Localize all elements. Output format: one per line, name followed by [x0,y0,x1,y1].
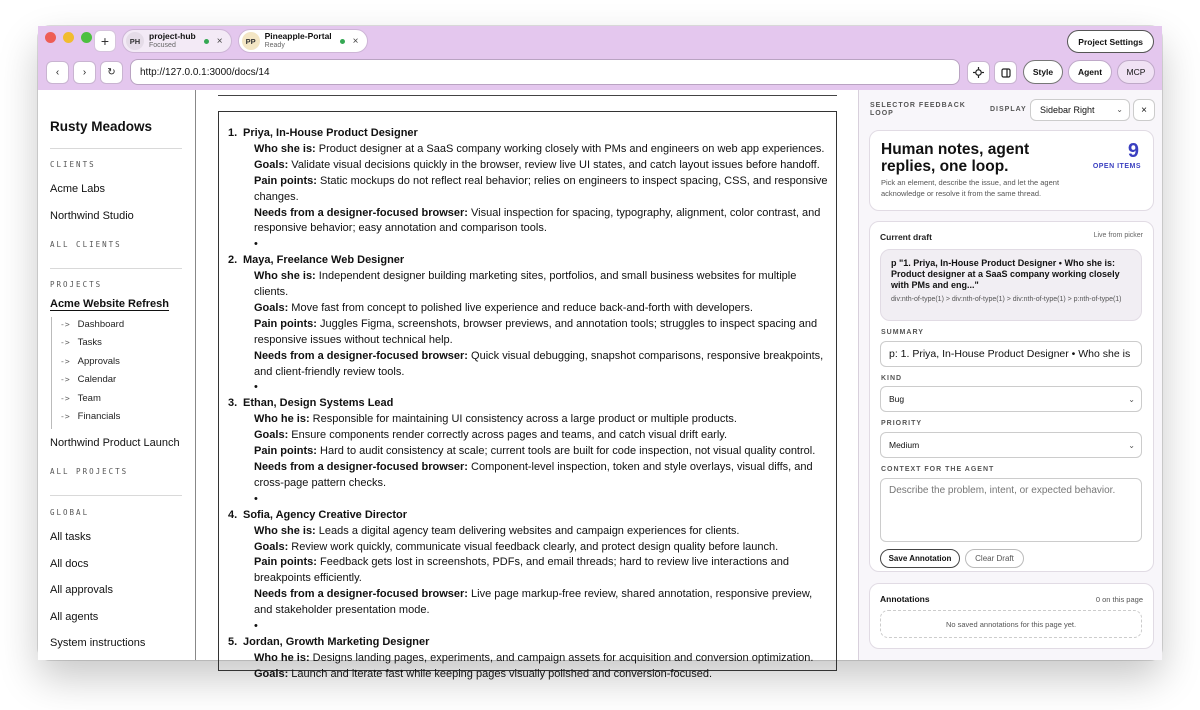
minimize-window-button[interactable] [63,32,74,43]
selection-path: div:nth-of-type(1) > div:nth-of-type(1) > div:nth-of-type(1) > p:nth-of-type(1) [891,296,1122,303]
sidebar-subitem-tasks[interactable] [60,337,102,348]
sidebar [38,90,196,660]
arrow-icon: -> [60,320,70,329]
hero-card [869,130,1154,211]
sidebar-subitem-label: Team [77,393,101,404]
sidebar-toggle-icon[interactable] [994,61,1017,84]
persona-line-label: Needs from a designer-focused browser: [254,461,468,473]
empty-bullet: • [254,620,258,633]
persona-line [228,524,828,540]
close-tab-icon[interactable]: × [352,35,359,47]
persona-line [228,460,828,492]
persona-line [228,269,828,301]
persona-number: 3. [228,397,238,410]
sidebar-item-all-docs[interactable]: All docs [50,558,89,570]
persona-heading [228,396,828,412]
persona-line [228,206,828,238]
persona-list [228,126,828,683]
sidebar-item-all-approvals[interactable]: All approvals [50,584,113,596]
sidebar-subitem-label: Financials [77,411,121,422]
document-area [196,90,858,680]
persona-line-text: Responsible for maintaining UI consistency across a large product or multiple products. [312,413,737,426]
persona-line-label: Goals: [254,301,289,314]
persona-line [228,301,828,317]
persona-line [228,428,828,444]
tree-line [51,317,52,429]
persona-line-label: Who she is: [254,524,316,537]
priority-label: PRIORITY [881,420,923,427]
persona-line [228,667,828,683]
close-window-button[interactable] [45,32,56,43]
sidebar-subitem-label: Dashboard [77,319,125,330]
close-tab-icon[interactable]: × [216,35,223,47]
sidebar-item-system-instructions[interactable]: System instructions [50,637,146,649]
zoom-window-button[interactable] [81,32,92,43]
summary-label: SUMMARY [881,329,924,336]
persona-title: Ethan, Design Systems Lead [243,397,394,410]
global-heading: GLOBAL [50,508,90,517]
persona-line [228,540,828,556]
new-tab-button[interactable]: + [94,30,116,52]
persona-line [228,651,828,667]
agent-button[interactable]: Agent [1068,60,1112,84]
persona-line-label: Pain points: [254,556,317,569]
arrow-icon: -> [60,375,70,384]
clear-draft-button[interactable]: Clear Draft [965,549,1024,568]
persona-line-label: Needs from a designer-focused browser: [254,206,468,219]
open-items-count: 9 [1127,140,1139,162]
arrow-icon: -> [60,412,70,421]
draft-card [869,221,1154,572]
all-projects-link[interactable]: ALL PROJECTS [50,467,129,476]
tab-avatar: PP [242,32,260,50]
persona-line-text: Quick visual debugging, snapshot comparisons, responsive breakpoints, and client-friendly review tools. [254,349,824,378]
persona-line [228,412,828,428]
open-items-label: OPEN ITEMS [1092,163,1141,170]
persona-line [228,587,828,619]
sidebar-item-all-agents[interactable]: All agents [50,611,99,623]
document-box [218,111,837,680]
tab-title: Pineapple-Portal [264,31,332,41]
empty-bullet: • [254,492,258,505]
persona-line-text: Product designer at a SaaS company working closely with PMs and engineers on web app experiences. [318,142,825,155]
selection-head: p "1. Priya, In-House Product Designer • Who she is: Product designer at a SaaS company working closely with PMs and eng..." [891,258,1120,290]
display-label: DISPLAY [990,106,1027,113]
persona-line [228,158,828,174]
draft-title: Current draft [880,232,932,242]
projects-heading: PROJECTS [50,280,103,289]
traffic-lights [45,32,92,43]
context-textarea[interactable]: Describe the problem, intent, or expected behavior. [880,478,1142,542]
kind-label: KIND [881,375,903,382]
picker-icon[interactable] [967,61,990,84]
display-value: Sidebar Right [1040,105,1095,115]
url-bar[interactable]: http://127.0.0.1:3000/docs/14 [130,59,960,85]
sidebar-subitem-financials[interactable] [60,411,120,422]
mcp-button[interactable]: MCP [1117,60,1155,84]
sidebar-item-northwind-product-launch[interactable]: Northwind Product Launch [50,437,180,449]
divider [50,495,182,496]
persona-line-text: Launch and iterate fast while keeping pages visually polished and conversion-focused. [291,667,713,680]
persona-heading [228,635,828,651]
priority-select[interactable] [880,432,1142,458]
annotations-empty-state: No saved annotations for this page yet. [880,610,1142,638]
annotations-title: Annotations [880,594,930,604]
persona-line [228,444,828,460]
sidebar-subitem-label: Tasks [77,337,102,348]
summary-input[interactable]: p: 1. Priya, In-House Product Designer • Who she is [880,341,1142,367]
tab-pineapple-portal[interactable] [238,29,368,53]
persona-title: Priya, In-House Product Designer [243,127,418,139]
persona-number: 1. [228,127,238,139]
status-dot-icon [340,39,345,44]
kind-value: Bug [889,394,905,404]
tab-status: Ready [264,42,285,49]
persona-title: Maya, Freelance Web Designer [243,254,405,267]
annotations-card [869,583,1154,649]
style-button[interactable]: Style [1023,60,1063,84]
persona-line-text: Juggles Figma, screenshots, browser previews, and annotation tools; struggles to inspect spacing and responsive issues without technical help. [254,317,818,346]
title-bar [38,26,1162,90]
context-label: CONTEXT FOR THE AGENT [881,466,995,473]
draft-live-label: Live from picker [1093,232,1143,239]
selection-preview [880,249,1142,321]
persona-line-label: Goals: [254,667,289,680]
persona-line-text: Visual inspection for spacing, typography, alignment, color contrast, and responsive behavior; easy annotation and comparison tools. [254,206,821,235]
persona-line-text: Move fast from concept to polished live experience and reduce back-and-forth with developers. [291,301,753,314]
forward-icon[interactable]: › [73,61,96,84]
all-clients-link[interactable]: ALL CLIENTS [50,240,122,249]
persona-number: 2. [228,254,238,267]
hero-title: Human notes, agent replies, one loop. [881,141,1030,175]
persona-title: Sofia, Agency Creative Director [243,508,408,521]
persona-line [228,174,828,206]
arrow-icon: -> [60,338,70,347]
persona-line-text: Feedback gets lost in screenshots, PDFs, and email threads; hard to review live interactions and breakpoints efficiently. [254,556,789,585]
divider [218,95,837,96]
persona-line [228,555,828,587]
tab-avatar: PH [126,32,144,50]
priority-value: Medium [889,440,920,450]
persona-title: Jordan, Growth Marketing Designer [243,635,430,648]
toolbar [38,59,1162,85]
arrow-icon: -> [60,357,70,366]
tab-status: Focused [149,42,176,49]
tab-bar [94,29,368,53]
browser-window [38,26,1162,680]
sidebar-item-northwind-studio[interactable]: Northwind Studio [50,210,134,222]
persona-line-text: Hard to audit consistency at scale; current tools are built for code inspection, not visual quality control. [320,445,816,458]
sidebar-subitem-label: Calendar [77,374,117,385]
tab-project-hub[interactable] [122,29,232,53]
chevron-down-icon: ⌄ [1128,394,1135,404]
persona-line-label: Pain points: [254,445,317,458]
chevron-down-icon: ⌄ [1116,105,1123,114]
persona-line-label: Who he is: [254,651,310,664]
persona-heading [228,126,828,142]
persona-line-label: Pain points: [254,174,317,187]
persona-line-label: Needs from a designer-focused browser: [254,588,468,601]
hero-description: Pick an element, describe the issue, and let the agent acknowledge or resolve it from the same thread. [881,178,1060,198]
sidebar-subitem-team[interactable] [60,393,101,404]
persona-line-label: Goals: [254,158,289,171]
brand-title: Rusty Meadows [50,119,153,134]
persona-line-text: Static mockups do not reflect real behavior; relies on engineers to inspect spacing, CSS, and responsive changes. [254,174,828,203]
persona-heading [228,508,828,524]
clients-heading: CLIENTS [50,160,96,169]
persona-line [228,317,828,349]
persona-line [228,142,828,158]
save-annotation-button[interactable]: Save Annotation [880,549,960,568]
persona-number: 4. [228,508,238,521]
panel-label: SELECTOR FEEDBACK LOOP [870,102,966,117]
sidebar-item-acme-labs[interactable]: Acme Labs [50,183,106,195]
persona-line-label: Who he is: [254,413,310,426]
persona-line-text: Ensure components render correctly across pages and teams, and catch visual drift early. [291,429,728,442]
persona-heading [228,253,828,269]
persona-line-label: Pain points: [254,317,317,330]
persona-line-text: Designs landing pages, experiments, and campaign assets for acquisition and conversion optimization. [312,651,814,664]
sidebar-item-all-tasks[interactable]: All tasks [50,531,91,543]
persona-line [228,349,828,381]
persona-line-text: Leads a digital agency team delivering websites and campaign experiences for clients. [318,524,740,537]
empty-bullet: • [254,238,258,251]
feedback-panel [858,90,1162,660]
display-select[interactable] [1030,99,1130,121]
kind-select[interactable] [880,386,1142,412]
persona-number: 5. [228,635,238,648]
empty-bullet: • [254,381,258,394]
annotations-count: 0 on this page [1095,595,1143,604]
sidebar-subitem-dashboard[interactable] [60,319,124,330]
divider [50,148,182,149]
status-dot-icon [204,39,209,44]
sidebar-subitem-calendar[interactable] [60,374,116,385]
tab-title: project-hub [149,31,196,41]
project-settings-button[interactable]: Project Settings [1067,30,1154,53]
close-panel-button[interactable]: × [1133,99,1155,121]
persona-line-label: Goals: [254,540,289,553]
persona-line-text: Live page markup-free review, shared annotation, responsive preview, and stakeholder presentation mode. [254,588,813,617]
persona-line-label: Who she is: [254,142,316,155]
sidebar-subitem-label: Approvals [77,356,120,367]
persona-line-text: Validate visual decisions quickly in the browser, review live UI states, and catch layout issues before handoff. [291,158,820,171]
chevron-down-icon: ⌄ [1128,440,1135,450]
persona-line-label: Who she is: [254,270,316,283]
persona-line-text: Independent designer building marketing sites, portfolios, and small business websites for multiple clients. [254,270,797,299]
persona-line-label: Needs from a designer-focused browser: [254,349,468,362]
reload-icon[interactable]: ↻ [100,61,123,84]
persona-line-label: Goals: [254,429,289,442]
sidebar-item-acme-website-refresh[interactable]: Acme Website Refresh [50,298,170,310]
back-icon[interactable]: ‹ [46,61,69,84]
persona-line-text: Review work quickly, communicate visual feedback clearly, and protect design quality before launch. [291,540,779,553]
arrow-icon: -> [60,394,70,403]
sidebar-subitem-approvals[interactable] [60,356,120,367]
divider [50,268,182,269]
persona-line-text: Component-level inspection, token and style overlays, visual diffs, and cross-page pattern checks. [254,461,813,489]
